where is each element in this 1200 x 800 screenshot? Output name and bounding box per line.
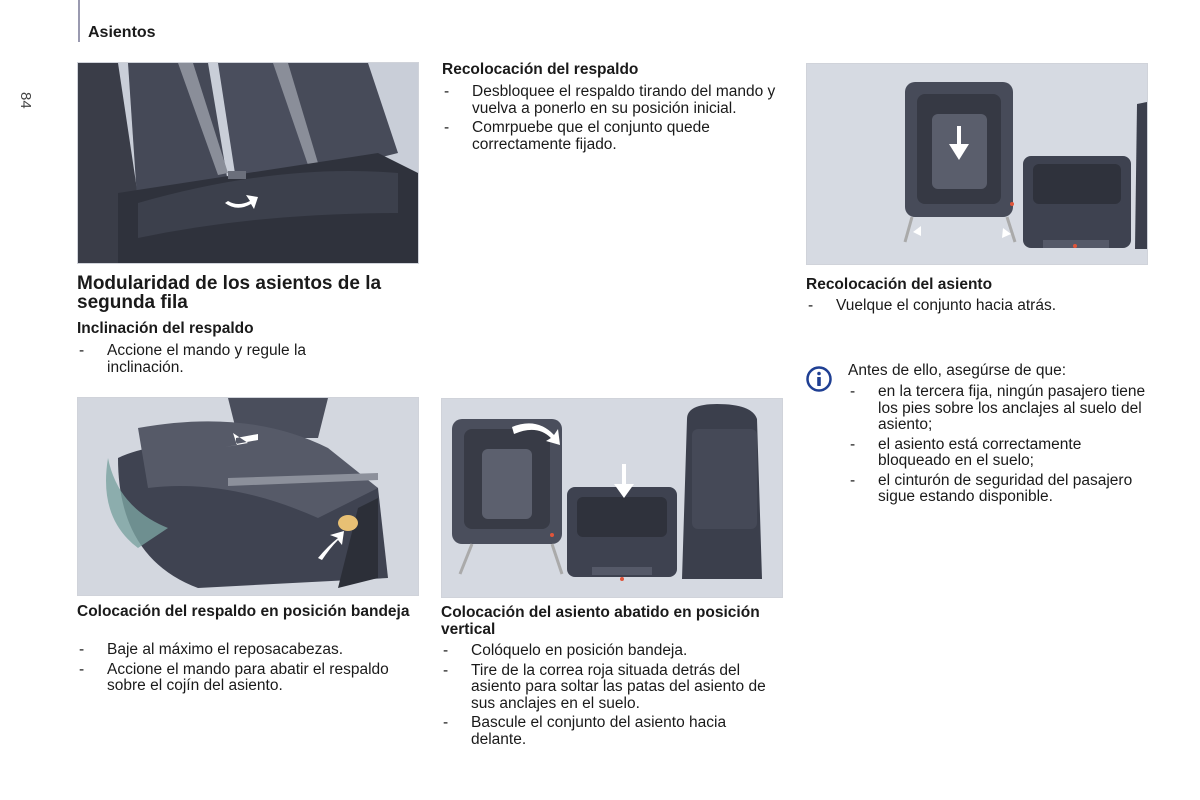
note-intro: Antes de ello, asegúrse de que: <box>848 362 1067 379</box>
list-item: - Comrpuebe que el conjunto quede correctamente fijado. <box>444 119 710 153</box>
tray-title: Colocación del respaldo en posición bandeja <box>77 603 410 620</box>
list-item: - Bascule el conjunto del asiento hacia delante. <box>443 714 727 748</box>
dash-bullet: - <box>443 661 449 679</box>
dash-bullet: - <box>850 383 856 400</box>
list-item: - Vuelque el conjunto hacia atrás. <box>808 297 1057 314</box>
seat-tray-illustration <box>77 397 419 596</box>
modularity-heading: Modularidad de los asientos de la segunda fila <box>77 273 382 313</box>
dash-bullet: - <box>443 642 449 659</box>
reposition-back-title: Recolocación del respaldo <box>442 61 639 78</box>
dash-bullet: - <box>79 641 85 658</box>
seat-reposition-illustration <box>806 63 1148 265</box>
list-item: - Baje al máximo el reposacabezas. <box>79 641 344 658</box>
info-icon <box>806 366 832 392</box>
tilt-list <box>77 343 377 379</box>
seat-vertical-drawing <box>442 399 782 597</box>
reposition-seat-title: Recolocación del asiento <box>806 276 993 293</box>
dash-bullet: - <box>79 342 85 359</box>
list-item: - Tire de la correa roja situada detrás del asiento para soltar las patas del asiento de sus anclajes en el suelo. <box>443 661 766 712</box>
list-item: - el asiento está correctamente bloqueado en el suelo; <box>850 435 1082 469</box>
note-list <box>848 384 1148 509</box>
section-title: Asientos <box>88 24 156 41</box>
list-item: - en la tercera fija, ningún pasajero tiene los pies sobre los anclajes al suelo del asiento; <box>850 383 1146 433</box>
list-item: - Desbloquee el respaldo tirando del mando y vuelva a ponerlo en su posición inicial. <box>444 83 776 117</box>
dash-bullet: - <box>850 435 856 453</box>
tilt-title: Inclinación del respaldo <box>77 320 254 337</box>
list-item: - Colóquelo en posición bandeja. <box>443 642 688 659</box>
seat-vertical-illustration <box>441 398 783 598</box>
section-bar <box>78 0 80 42</box>
dash-bullet: - <box>444 83 450 100</box>
reposition-seat-list <box>806 298 1146 318</box>
list-item: - el cinturón de seguridad del pasajero sigue estando disponible. <box>850 471 1133 505</box>
page-number: 84 <box>17 92 34 109</box>
seat-reposition-drawing <box>807 64 1147 264</box>
dash-bullet: - <box>443 714 449 731</box>
vertical-title: Colocación del asiento abatido en posición vertical <box>441 604 760 638</box>
list-item: - Accione el mando y regule la inclinación. <box>79 342 307 376</box>
list-item: - Accione el mando para abatir el respaldo sobre el cojín del asiento. <box>79 660 389 694</box>
dash-bullet: - <box>808 297 814 314</box>
seat-tray-drawing <box>78 398 418 595</box>
seat-tilt-illustration <box>77 62 419 264</box>
reposition-back-list <box>442 84 777 156</box>
dash-bullet: - <box>444 119 450 136</box>
dash-bullet: - <box>850 471 856 489</box>
tray-list <box>77 642 417 698</box>
seat-tilt-drawing <box>78 63 418 263</box>
vertical-list <box>441 643 781 751</box>
dash-bullet: - <box>79 660 85 678</box>
